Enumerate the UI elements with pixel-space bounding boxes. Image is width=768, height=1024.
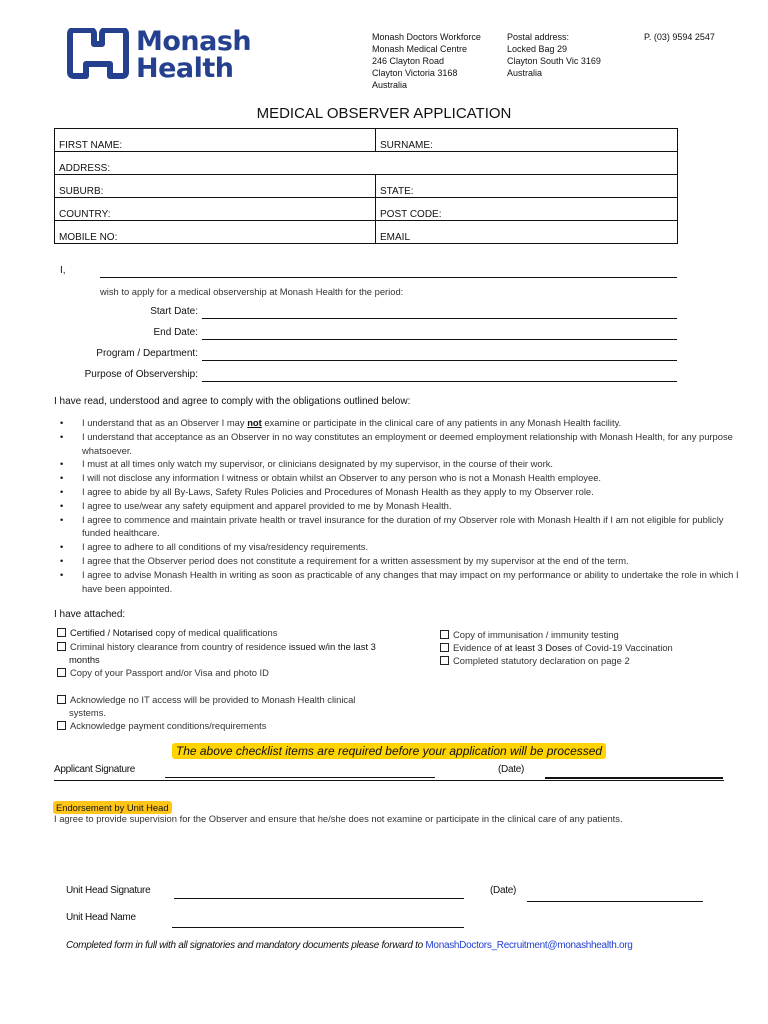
- list-item: • I agree to commence and maintain private health or travel insurance for the duration of my Observer role with Monash Health if I am not eligible for publicly funded healthcare.: [82, 513, 742, 541]
- suburb-field[interactable]: SUBURB:: [55, 175, 376, 198]
- footer-text: Completed form in full with all signatories and mandatory documents please forward to: [66, 940, 426, 951]
- list-item: [82, 416, 742, 430]
- checkbox-icon[interactable]: [57, 628, 66, 637]
- section-divider: [54, 780, 724, 781]
- program-label: Program / Department:: [96, 348, 198, 359]
- endorsement-text: I agree to provide supervision for the Observer and ensure that he/she does not examine or participate in the clinical care of any patients.: [54, 813, 623, 824]
- checkbox-icon[interactable]: [440, 630, 449, 639]
- address-line: Australia: [507, 68, 543, 78]
- address-line: Locked Bag 29: [507, 44, 568, 54]
- state-field[interactable]: STATE:: [376, 175, 678, 198]
- applicant-signature-label: Applicant Signature: [54, 764, 136, 775]
- list-item: • I agree to adhere to all conditions of my visa/residency requirements.: [82, 540, 742, 554]
- checklist-label: Copy of your Passport and/or Visa and photo ID: [70, 667, 269, 678]
- logo-line-1: Monash: [136, 26, 252, 57]
- checkbox-icon[interactable]: [57, 721, 66, 730]
- checkbox-icon[interactable]: [57, 642, 66, 651]
- checklist-stat-declaration[interactable]: [440, 654, 740, 667]
- list-item: • I agree to use/wear any safety equipment and apparel provided to me by Monash Health.: [82, 499, 742, 513]
- checklist-label: copy of medical qualifications: [152, 627, 278, 638]
- mobile-field[interactable]: MOBILE NO:: [55, 221, 376, 244]
- unit-head-signature-line[interactable]: [174, 898, 464, 899]
- unit-head-date-line[interactable]: [527, 901, 703, 902]
- checklist-criminal-history[interactable]: [57, 640, 427, 666]
- address-line: Postal address:: [507, 32, 570, 42]
- checkbox-icon[interactable]: [440, 656, 449, 665]
- obligations-heading: I have read, understood and agree to comply with the obligations outlined below:: [54, 396, 411, 407]
- end-date-line[interactable]: [202, 339, 677, 340]
- checklist-no-it-access[interactable]: [57, 693, 427, 719]
- checklist-passport[interactable]: [57, 666, 427, 679]
- address-line: Monash Doctors Workforce: [372, 32, 481, 42]
- unit-head-signature-label: Unit Head Signature: [66, 885, 151, 896]
- purpose-line[interactable]: [202, 381, 677, 382]
- applicant-date-label: (Date): [498, 764, 524, 775]
- first-name-field[interactable]: FIRST NAME:: [55, 129, 376, 152]
- address-line: 246 Clayton Road: [372, 56, 445, 66]
- applicant-details-table: [54, 128, 678, 244]
- list-item: • I agree to abide by all By-Laws, Safety Rules Policies and Procedures of Monash Health as they apply to my Observer role.: [82, 485, 742, 499]
- checklist-certified[interactable]: [57, 626, 427, 639]
- list-item: • I agree that the Observer period does not constitute a requirement for a written assessment by my supervisor at the end of the term.: [82, 554, 742, 568]
- start-date-line[interactable]: [202, 318, 677, 319]
- checklist-payment[interactable]: [57, 719, 427, 732]
- monash-logo-icon: [66, 28, 130, 80]
- list-item: • I understand that acceptance as an Observer in no way constitutes an employment or deemed employment relationship with Monash Health, for any purpose whatsoever.: [82, 430, 742, 458]
- obligations-list: [60, 416, 742, 595]
- monash-health-logo: [66, 26, 252, 85]
- checklist-immunisation[interactable]: [440, 628, 740, 641]
- obligation-text: examine or participate in the clinical care of any patients in any Monash Health facility.: [261, 417, 622, 428]
- checklist-label: systems.: [69, 707, 106, 718]
- endorsement-heading-text: Endorsement by Unit Head: [53, 801, 172, 814]
- start-date-label: Start Date:: [150, 306, 198, 317]
- applicant-signature-line[interactable]: [165, 777, 435, 778]
- obligation-text: I understand that as an Observer I may: [82, 417, 248, 428]
- address-line: Clayton Victoria 3168: [372, 68, 458, 78]
- applicant-name-line[interactable]: [100, 277, 677, 278]
- list-item: • I agree to advise Monash Health in writing as soon as practicable of any changes that may impact on my performance or ability to undertake the role in which I have been appointed.: [82, 568, 742, 596]
- not-emphasis: not: [247, 417, 262, 428]
- address-field[interactable]: ADDRESS:: [55, 152, 678, 175]
- checkbox-icon[interactable]: [57, 668, 66, 677]
- country-field[interactable]: COUNTRY:: [55, 198, 376, 221]
- surname-field[interactable]: SURNAME:: [376, 129, 678, 152]
- applicant-date-line[interactable]: [545, 777, 723, 779]
- checklist-label: Completed statutory declaration on page 2: [453, 655, 630, 666]
- checklist-notice: [0, 742, 768, 760]
- phone-number: P. (03) 9594 2547: [644, 32, 715, 42]
- checklist-label: Acknowledge payment conditions/requirements: [70, 720, 267, 731]
- checklist-label: of Covid-19 Vaccination: [571, 642, 673, 653]
- page-title: MEDICAL OBSERVER APPLICATION: [256, 105, 512, 122]
- end-date-label: End Date:: [153, 327, 198, 338]
- program-line[interactable]: [202, 360, 677, 361]
- unit-head-name-line[interactable]: [172, 927, 464, 928]
- checklist-label: Acknowledge no IT access will be provided to Monash Health clinical: [70, 694, 356, 705]
- checklist-emphasis: Certified / Notarised: [70, 627, 153, 638]
- attached-heading: I have attached:: [54, 609, 126, 620]
- workforce-address: [372, 31, 481, 91]
- purpose-label: Purpose of Observership:: [84, 369, 198, 380]
- i-label: I,: [60, 265, 66, 276]
- address-line: Clayton South Vic 3169: [507, 56, 601, 66]
- address-line: Australia: [372, 80, 408, 90]
- footer-instruction: [66, 940, 633, 951]
- unit-head-name-label: Unit Head Name: [66, 912, 136, 923]
- post-code-field[interactable]: POST CODE:: [376, 198, 678, 221]
- list-item: • I will not disclose any information I witness or obtain whilst an Observer to any person who is not a Monash Health employee.: [82, 471, 742, 485]
- checklist-label: Evidence of: [453, 642, 505, 653]
- unit-head-date-label: (Date): [490, 885, 516, 896]
- checklist-emphasis: issued w/in the last 3: [288, 641, 376, 652]
- postal-address: [507, 31, 601, 79]
- checklist-label: Copy of immunisation / immunity testing: [453, 629, 619, 640]
- logo-line-2: Health: [136, 53, 234, 84]
- address-line: Monash Medical Centre: [372, 44, 468, 54]
- checklist-covid-vaccination[interactable]: [440, 641, 740, 654]
- checklist-label: months: [69, 654, 100, 665]
- period-intro: wish to apply for a medical observership at Monash Health for the period:: [100, 286, 404, 297]
- checklist-emphasis: at least 3 Doses: [504, 642, 572, 653]
- checkbox-icon[interactable]: [440, 643, 449, 652]
- recruitment-email-link[interactable]: MonashDoctors_Recruitment@monashhealth.org: [425, 940, 633, 951]
- email-field[interactable]: EMAIL: [376, 221, 678, 244]
- notice-text: The above checklist items are required before your application will be processed: [172, 743, 606, 759]
- checklist-label: Criminal history clearance from country of residence: [70, 641, 289, 652]
- checkbox-icon[interactable]: [57, 695, 66, 704]
- list-item: • I must at all times only watch my supervisor, or clinicians designated by my supervisor, in the course of their work.: [82, 457, 742, 471]
